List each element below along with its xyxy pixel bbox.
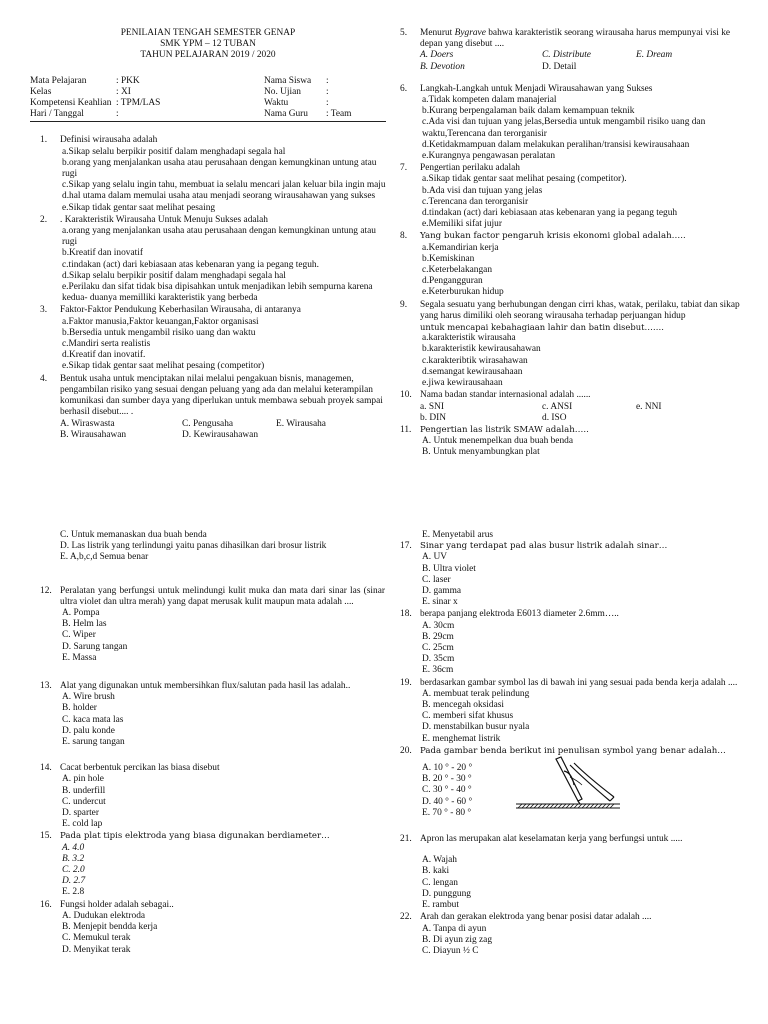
option[interactable]: B. Wirausahawan bbox=[60, 429, 127, 440]
option[interactable]: D. sparter bbox=[62, 808, 99, 819]
option[interactable]: c.Ada visi dan tujuan yang jelas,Bersedia untuk mengambil risiko uang dan waktu,Terencana dan terorganisir bbox=[422, 117, 706, 139]
option[interactable]: B. Menjepit bendda kerja bbox=[62, 922, 158, 933]
option[interactable]: e.Memiliki sifat jujur bbox=[422, 219, 502, 230]
header-school: SMK YPM – 12 TUBAN bbox=[160, 39, 256, 50]
meta-label: Nama Guru bbox=[264, 109, 308, 120]
question-text: berapa panjang elektroda E6013 diameter 2.6mm….. bbox=[420, 609, 619, 620]
option[interactable]: b.Kreatif dan inovatif bbox=[62, 248, 143, 259]
meta-label: No. Ujian bbox=[264, 86, 301, 97]
option[interactable]: D. Kewirausahawan bbox=[182, 429, 259, 440]
option[interactable]: D. 2.7 bbox=[62, 876, 86, 887]
option[interactable]: c.tindakan (act) dari kebiasaan atas kebenaran yang ia pegang teguh. bbox=[62, 259, 319, 270]
option[interactable]: C. Distribute bbox=[542, 50, 591, 61]
option[interactable]: e.Perilaku dan sifat tidak bisa dipisahkan untuk menjadikan lebih sempurna karena kedua- duanya memilliki karakteristik yang berbeda bbox=[62, 282, 373, 304]
question-number: 3. bbox=[40, 305, 48, 316]
option[interactable]: E. A,b,c,d Semua benar bbox=[60, 552, 149, 563]
option[interactable]: B. Ultra violet bbox=[422, 563, 476, 574]
meta-label: Kelas bbox=[30, 86, 52, 97]
question-text-part: bahwa karakteristik seorang wirausaha harus mempunyai visi ke depan yang disebut .... bbox=[420, 28, 731, 50]
option[interactable]: A. Doers bbox=[420, 50, 454, 61]
option[interactable]: E. Dream bbox=[636, 50, 673, 61]
question-number: 14. bbox=[40, 763, 52, 774]
option[interactable]: A. Dudukan elektroda bbox=[62, 910, 146, 921]
option[interactable]: b.orang yang menjalankan usaha atau perusahaan dengan kemungkinan untung atau rugi bbox=[62, 157, 377, 180]
option[interactable]: A. Wiraswasta bbox=[60, 418, 115, 429]
question-text: Segala sesuatu yang berhubungan dengan cirri khas, watak, perilaku, tabiat dan sikap yang harus dimiliki oleh seorang wirausaha terhadap perjuangan hidup bbox=[420, 299, 740, 321]
option[interactable]: A. 30cm bbox=[422, 620, 455, 631]
option[interactable]: C. 2.0 bbox=[62, 865, 85, 876]
question-11 bbox=[400, 425, 750, 459]
option[interactable]: A. UV bbox=[422, 552, 447, 563]
question-21 bbox=[400, 834, 750, 911]
question-text: Bentuk usaha untuk menciptakan nilai melalui pengakuan bisnis, managemen, pengambilan risiko yang sesuai dengan peluang yang ada dan melalui keterampilan komunikasi dan sumber daya yang diperlukan untuk membawa sebuah proyek sampai berhasil disebut.... . bbox=[60, 373, 383, 418]
student-info-table bbox=[30, 76, 386, 121]
question-8 bbox=[400, 231, 750, 298]
meta-value[interactable]: : bbox=[326, 98, 329, 109]
right-column-top bbox=[400, 28, 750, 460]
option[interactable]: A. Untuk menempelkan dua buah benda bbox=[422, 436, 573, 447]
question-9 bbox=[400, 300, 750, 390]
option[interactable]: d.semangat kewirausahaan bbox=[422, 366, 523, 377]
option[interactable]: C. Pengusaha bbox=[182, 418, 234, 429]
option[interactable]: a. SNI bbox=[420, 401, 444, 412]
meta-value: : XI bbox=[116, 86, 131, 97]
option[interactable]: E. sarung tangan bbox=[62, 737, 125, 748]
question-22 bbox=[400, 912, 750, 957]
meta-label: Hari / Tanggal bbox=[30, 109, 84, 120]
question-18 bbox=[400, 609, 750, 676]
electrode-holder bbox=[556, 757, 614, 804]
option[interactable]: C. 30 ° - 40 ° bbox=[422, 785, 472, 796]
meta-value: : Team bbox=[326, 109, 352, 120]
option[interactable]: c.Mandiri serta realistis bbox=[62, 339, 151, 350]
question-number: 7. bbox=[400, 163, 408, 174]
meta-label: Mata Pelajaran bbox=[30, 75, 87, 86]
option[interactable]: A. membuat terak pelindung bbox=[422, 688, 530, 699]
question-13 bbox=[40, 681, 385, 748]
option[interactable]: C. Wiper bbox=[62, 630, 96, 641]
question-text: Apron las merupakan alat keselamatan kerja yang berfungsi untuk ..... bbox=[420, 834, 683, 845]
option[interactable]: B. Untuk menyambungkan plat bbox=[422, 447, 540, 458]
exam-header bbox=[30, 28, 386, 62]
question-number: 2. bbox=[40, 214, 48, 225]
option[interactable]: B. kaki bbox=[422, 866, 450, 877]
option[interactable]: D. gamma bbox=[422, 586, 462, 597]
option[interactable]: d.Kreatif dan inovatif. bbox=[62, 350, 146, 361]
meta-label: Kompetensi Keahlian bbox=[30, 98, 112, 109]
option[interactable]: d.Pengangguran bbox=[422, 276, 483, 287]
option[interactable]: E. sinar x bbox=[422, 597, 458, 608]
option[interactable]: B. holder bbox=[62, 703, 97, 714]
question-number: 12. bbox=[40, 585, 52, 596]
option[interactable]: A. Tanpa di ayun bbox=[422, 923, 487, 934]
option[interactable]: e.jiwa kewirausahaan bbox=[422, 378, 503, 389]
option[interactable]: A. Pompa bbox=[62, 608, 100, 619]
question-text-cont: untuk mencapai kebahagiaan lahir dan batin disebut……. bbox=[420, 322, 664, 333]
welding-angle-figure bbox=[512, 755, 622, 821]
question-19 bbox=[400, 678, 750, 745]
option[interactable]: b.karakteristik kewirausahawan bbox=[422, 344, 541, 355]
question-text: Yang bukan factor pengaruh krisis ekonomi global adalah….. bbox=[420, 231, 686, 242]
option[interactable]: E. menghemat listrik bbox=[422, 733, 501, 744]
question-number: 4. bbox=[40, 373, 48, 384]
option[interactable]: e.Kurangnya pengawasan peralatan bbox=[422, 151, 556, 162]
option[interactable]: D. punggung bbox=[422, 888, 471, 899]
question-20 bbox=[400, 746, 750, 819]
question-text: Pengertian las listrik SMAW adalah….. bbox=[420, 424, 589, 435]
option[interactable]: e. NNI bbox=[636, 401, 662, 412]
option[interactable]: b. DIN bbox=[420, 412, 447, 423]
option[interactable]: c.karakteribtik wirasahawan bbox=[422, 355, 528, 366]
option[interactable]: C. memberi sifat khusus bbox=[422, 711, 514, 722]
question-text: Alat yang digunakan untuk membersihkan flux/salutan pada hasil las adalah.. bbox=[60, 681, 351, 692]
question-6 bbox=[400, 84, 750, 162]
meta-value[interactable]: : bbox=[116, 109, 119, 120]
header-year: TAHUN PELAJARAN 2019 / 2020 bbox=[140, 50, 276, 61]
option[interactable]: E. 70 ° - 80 ° bbox=[422, 807, 472, 818]
option[interactable]: E. Menyetabil arus bbox=[422, 530, 494, 540]
option[interactable]: C. 25cm bbox=[422, 643, 454, 654]
question-1 bbox=[40, 135, 386, 213]
angle-arc bbox=[570, 777, 582, 785]
question-15 bbox=[40, 831, 385, 898]
question-text: Cacat berbentuk percikan las biasa disebut bbox=[60, 763, 220, 774]
question-text: Faktor-Faktor Pendukung Keberhasilan Wirausaha, di antaranya bbox=[60, 305, 301, 316]
left-column-bottom bbox=[40, 530, 385, 957]
option[interactable]: e.Sikap tidak gentar saat melihat pesaing bbox=[62, 202, 216, 213]
question-number: 15. bbox=[40, 831, 52, 842]
question-text: berdasarkan gambar symbol las di bawah ini yang sesuai pada benda kerja adalah .... bbox=[420, 677, 738, 688]
question-text: Pada gambar benda berikut ini penulisan symbol yang benar adalah… bbox=[420, 745, 726, 756]
option[interactable]: D. 40 ° - 60 ° bbox=[422, 796, 473, 807]
option[interactable]: E. 2.8 bbox=[62, 887, 85, 898]
option[interactable]: D. menstabilkan busur nyala bbox=[422, 722, 530, 733]
option[interactable]: a.Sikap tidak gentar saat melihat pesaing (competitor). bbox=[422, 174, 627, 185]
option[interactable]: c.Sikap yang selalu ingin tahu, membuat ia selalu mencari jalan keluar bila ingin maju bbox=[62, 180, 386, 191]
option[interactable]: D. Las listrik yang terlindungi yaitu panas dihasilkan dari brosur listrik bbox=[60, 541, 327, 552]
option[interactable]: b.Ada visi dan tujuan yang jelas bbox=[422, 185, 543, 196]
option[interactable]: A. Wire brush bbox=[62, 692, 115, 703]
option[interactable]: d.hal utama dalam memulai usaha atau menjadi seorang wirausahawan yang sukses bbox=[62, 191, 376, 202]
question-number: 22. bbox=[400, 912, 412, 923]
meta-label: Waktu bbox=[264, 98, 289, 109]
question-14 bbox=[40, 763, 385, 830]
question-7 bbox=[400, 163, 750, 230]
question-16 bbox=[40, 900, 385, 956]
right-column-bottom bbox=[400, 530, 750, 958]
option[interactable]: b.Bersedia untuk mengambil risiko uang dan waktu bbox=[62, 327, 256, 338]
left-column-top bbox=[30, 28, 386, 442]
option[interactable]: a.Kemandirian kerja bbox=[422, 242, 499, 253]
question-number: 20. bbox=[400, 745, 412, 756]
option[interactable]: B. mencegah oksidasi bbox=[422, 700, 505, 711]
question-number: 5. bbox=[400, 28, 408, 38]
option[interactable]: E. cold lap bbox=[62, 819, 103, 830]
option[interactable]: D. Sarung tangan bbox=[62, 641, 128, 652]
option[interactable]: B. 3.2 bbox=[62, 853, 85, 864]
question-4 bbox=[40, 374, 386, 441]
option[interactable]: A. 10 ° - 20 ° bbox=[422, 763, 473, 774]
option[interactable]: B. 20 ° - 30 ° bbox=[422, 774, 472, 785]
option[interactable]: C. undercut bbox=[62, 796, 106, 807]
option[interactable]: B. underfill bbox=[62, 785, 106, 796]
question-text: Pada plat tipis elektroda yang biasa digunakan berdiameter… bbox=[60, 831, 330, 842]
question-text: Nama badan standar internasional adalah ...... bbox=[420, 390, 591, 401]
option[interactable]: c. ANSI bbox=[542, 401, 573, 412]
question-3 bbox=[40, 305, 386, 372]
question-text: Arah dan gerakan elektroda yang benar posisi datar adalah .... bbox=[420, 912, 652, 923]
option[interactable]: d. ISO bbox=[542, 412, 567, 423]
option[interactable]: e.Keterburukan hidup bbox=[422, 287, 504, 298]
option[interactable]: C. Diayun ½ C bbox=[422, 945, 479, 956]
option[interactable]: c.Keterbelakangan bbox=[422, 265, 493, 276]
question-text bbox=[420, 28, 750, 50]
option[interactable]: E. Massa bbox=[62, 652, 97, 663]
question-number: 1. bbox=[40, 135, 48, 146]
option[interactable]: C. Untuk memanaskan dua buah benda bbox=[60, 530, 207, 540]
question-number: 9. bbox=[400, 299, 408, 310]
question-number: 19. bbox=[400, 677, 412, 688]
option[interactable]: B. Helm las bbox=[62, 619, 107, 630]
option[interactable]: B. Devotion bbox=[420, 61, 465, 72]
option[interactable]: a.karakteristik wirausaha bbox=[422, 333, 516, 344]
option[interactable]: d.tindakan (act) dari kebiasaan atas kebenaran yang ia pegang teguh bbox=[422, 208, 678, 219]
question-5 bbox=[400, 28, 750, 73]
option[interactable]: A. pin hole bbox=[62, 774, 104, 785]
header-title: PENILAIAN TENGAH SEMESTER GENAP bbox=[120, 28, 296, 38]
meta-label: Nama Siswa bbox=[264, 75, 312, 86]
question-text: Definisi wirausaha adalah bbox=[60, 135, 158, 146]
question-number: 21. bbox=[400, 834, 412, 845]
option[interactable]: D. Detail bbox=[542, 61, 577, 72]
option[interactable]: C. laser bbox=[422, 574, 451, 585]
option[interactable]: a.Sikap selalu berpikir positif dalam menghadapi segala hal bbox=[62, 146, 286, 157]
option[interactable]: C. Memukul terak bbox=[62, 933, 131, 944]
question-text: . Karakteristik Wirausaha Untuk Menuju Sukses adalah bbox=[60, 214, 268, 225]
option[interactable]: C. kaca mata las bbox=[62, 714, 124, 725]
question-12 bbox=[40, 586, 385, 664]
option[interactable]: b.Kurang berpengalaman baik dalam kemampuan teknik bbox=[422, 106, 635, 117]
header-divider bbox=[30, 121, 386, 122]
question-number: 17. bbox=[400, 541, 412, 552]
option[interactable]: D. Menyikat terak bbox=[62, 944, 131, 955]
option[interactable]: B. Di ayun zig zag bbox=[422, 934, 493, 945]
question-text: Sinar yang terdapat pad alas busur listrik adalah sinar… bbox=[420, 541, 668, 552]
option[interactable]: D. palu konde bbox=[62, 725, 115, 736]
option[interactable]: B. 29cm bbox=[422, 631, 454, 642]
option[interactable]: d.Ketidakmampuan dalam melakukan peralihan/transisi kewirausahaan bbox=[422, 139, 690, 150]
option[interactable]: E. 36cm bbox=[422, 665, 454, 676]
option[interactable]: a.orang yang menjalankan usaha atau perusahaan dengan kemungkinan untung atau rugi bbox=[62, 226, 376, 248]
option[interactable]: A. Wajah bbox=[422, 855, 457, 866]
option[interactable]: A. 4.0 bbox=[62, 842, 85, 853]
question-text: Peralatan yang berfungsi untuk melindungi kulit muka dan mata dari sinar las (sinar ultra violet dan ultra merah) yang dapat merusak kulit maupun mata adalah .... bbox=[60, 585, 385, 607]
option[interactable]: E. rambut bbox=[422, 900, 459, 911]
question-number: 10. bbox=[400, 390, 412, 401]
meta-value: : TPM/LAS bbox=[116, 98, 161, 109]
meta-value[interactable]: : bbox=[326, 75, 329, 86]
option[interactable]: b.Kemiskinan bbox=[422, 253, 475, 264]
question-text-italic: Bygrave bbox=[454, 28, 486, 38]
question-number: 18. bbox=[400, 609, 412, 620]
meta-value: : PKK bbox=[116, 75, 140, 86]
question-number: 6. bbox=[400, 83, 408, 94]
option[interactable]: a.Faktor manusia,Faktor keuangan,Faktor organisasi bbox=[62, 316, 259, 327]
question-text: Fungsi holder adalah sebagai.. bbox=[60, 899, 174, 910]
question-number: 8. bbox=[400, 231, 408, 242]
question-10 bbox=[400, 390, 750, 424]
question-text: Pengertian perilaku adalah bbox=[420, 163, 520, 174]
question-2 bbox=[40, 215, 386, 305]
question-number: 16. bbox=[40, 899, 52, 910]
question-text-part: Menurut bbox=[420, 28, 455, 38]
question-number: 13. bbox=[40, 681, 52, 692]
option[interactable]: D. 35cm bbox=[422, 654, 455, 665]
question-text: Langkah-Langkah untuk Menjadi Wirausahawan yang Sukses bbox=[420, 83, 653, 94]
question-17 bbox=[400, 541, 750, 608]
option[interactable]: c.Terencana dan terorganisir bbox=[422, 196, 529, 207]
question-number: 11. bbox=[400, 424, 412, 435]
option[interactable]: C. lengan bbox=[422, 877, 458, 888]
option[interactable]: E. Wirausaha bbox=[276, 418, 326, 429]
meta-value[interactable]: : bbox=[326, 86, 329, 97]
option[interactable]: e.Sikap tidak gentar saat melihat pesaing (competitor) bbox=[62, 361, 265, 372]
option[interactable]: a.Tidak kompeten dalam manajerial bbox=[422, 95, 557, 106]
option[interactable]: d.Sikap selalu berpikir positif dalam menghadapi segala hal bbox=[62, 270, 286, 281]
